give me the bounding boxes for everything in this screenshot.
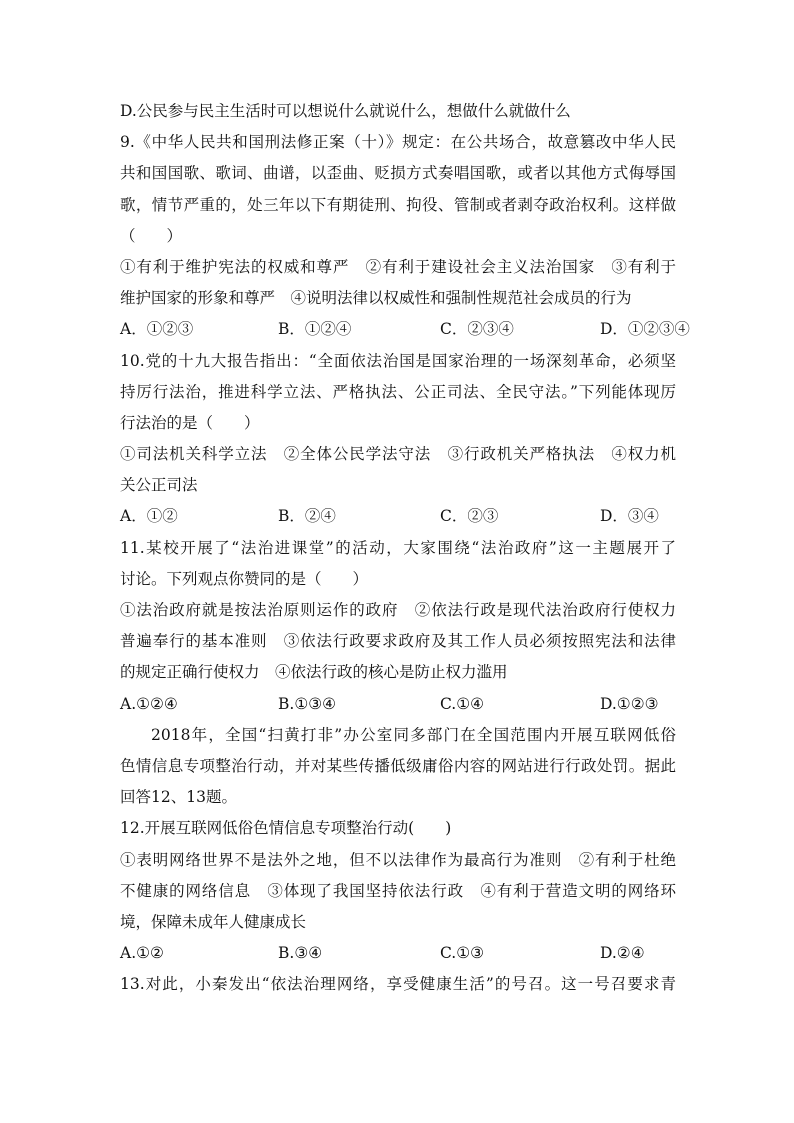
statement-line: 普遍奉行的基本准则 ③依法行政要求政府及其工作人员必须按照宪法和法律 — [120, 632, 676, 651]
question-12 — [120, 813, 676, 969]
question-text-line: 9.《中华人民共和国刑法修正案（十）》规定：在公共场合，故意篡改中华人民 — [120, 133, 676, 152]
option-a: A.①② — [120, 944, 164, 963]
option-b: B．①②④ — [278, 320, 352, 339]
question-text-line: 持厉行法治，推进科学立法、严格执法、公正司法、全民守法。”下列能体现厉 — [120, 382, 676, 401]
option-b: B．②④ — [278, 507, 336, 526]
material-line: 2018年，全国“扫黄打非”办公室同多部门在全国范围内开展互联网低俗 — [151, 725, 676, 744]
question-text-line: 讨论。下列观点你赞同的是（ ） — [120, 569, 369, 588]
statement-line: 的规定正确行使权力 ④依法行政的核心是防止权力滥用 — [120, 663, 508, 682]
question-13 — [120, 969, 676, 1000]
option-d: D.①②③ — [600, 694, 659, 713]
option-a: A.①②④ — [120, 694, 178, 713]
option-d: D．③④ — [600, 507, 659, 526]
answer-options — [120, 314, 690, 345]
option-b: B.①③④ — [278, 694, 337, 713]
exam-content — [120, 96, 690, 1000]
answer-options — [120, 689, 676, 720]
statement-line: ①法治政府就是按法治原则运作的政府 ②依法行政是现代法治政府行使权力 — [120, 601, 676, 619]
reading-material — [120, 720, 676, 814]
material-line: 回答12、13题。 — [120, 788, 237, 807]
answer-options — [120, 938, 676, 969]
question-text-line: 歌，情节严重的，处三年以下有期徒刑、拘役、管制或者剥夺政治权利。这样做 — [120, 195, 676, 214]
option-d: D.②④ — [600, 944, 645, 963]
question-9 — [120, 127, 690, 345]
option-c: C.①④ — [440, 694, 485, 713]
question-text-line: 11.某校开展了“法治进课堂”的活动，大家围绕“法治政府”这一主题展开了 — [120, 538, 676, 557]
question-10 — [120, 346, 676, 533]
material-line: 色情信息专项整治行动，并对某些传播低级庸俗内容的网站进行行政处罚。据此 — [120, 756, 676, 775]
statement-line: 境，保障未成年人健康成长 — [120, 912, 307, 931]
option-a: A．①② — [120, 507, 178, 526]
answer-options — [120, 501, 676, 532]
statement-line: 关公正司法 — [120, 476, 198, 495]
option-a: A．①②③ — [120, 320, 194, 339]
answer-bracket: （ ） — [120, 226, 183, 245]
statement-line: ①司法机关科学立法 ②全体公民学法守法 ③行政机关严格执法 ④权力机 — [120, 445, 676, 464]
question-text-line: 共和国国歌、歌词、曲谱，以歪曲、贬损方式奏唱国歌，或者以其他方式侮辱国 — [120, 164, 676, 183]
question-text-line: 10.党的十九大报告指出：“全面依法治国是国家治理的一场深刻革命，必须坚 — [120, 351, 676, 370]
option-c: C．②③④ — [440, 320, 514, 339]
question-text-line: 行法治的是（ ） — [120, 413, 260, 432]
statement-line: 维护国家的形象和尊严 ④说明法律以权威性和强制性规范社会成员的行为 — [120, 289, 632, 308]
question-text-line: 13.对此，小秦发出“依法治理网络，享受健康生活”的号召。这一号召要求青 — [120, 975, 676, 994]
statement-line: 不健康的网络信息 ③体现了我国坚持依法行政 ④有利于营造文明的网络环 — [120, 881, 676, 900]
option-b: B.③④ — [278, 944, 323, 963]
option-c: C．②③ — [440, 507, 499, 526]
option-d-previous-question: D.公民参与民主生活时可以想说什么就说什么，想做什么就做什么 — [120, 102, 571, 120]
option-c: C.①③ — [440, 944, 485, 963]
option-d: D．①②③④ — [600, 320, 690, 339]
question-text-line: 12.开展互联网低俗色情信息专项整治行动( ) — [120, 819, 452, 838]
statement-line: ①表明网络世界不是法外之地，但不以法律作为最高行为准则 ②有利于杜绝 — [120, 850, 676, 869]
question-11 — [120, 533, 676, 720]
statement-line: ①有利于维护宪法的权威和尊严 ②有利于建设社会主义法治国家 ③有利于 — [120, 257, 676, 276]
